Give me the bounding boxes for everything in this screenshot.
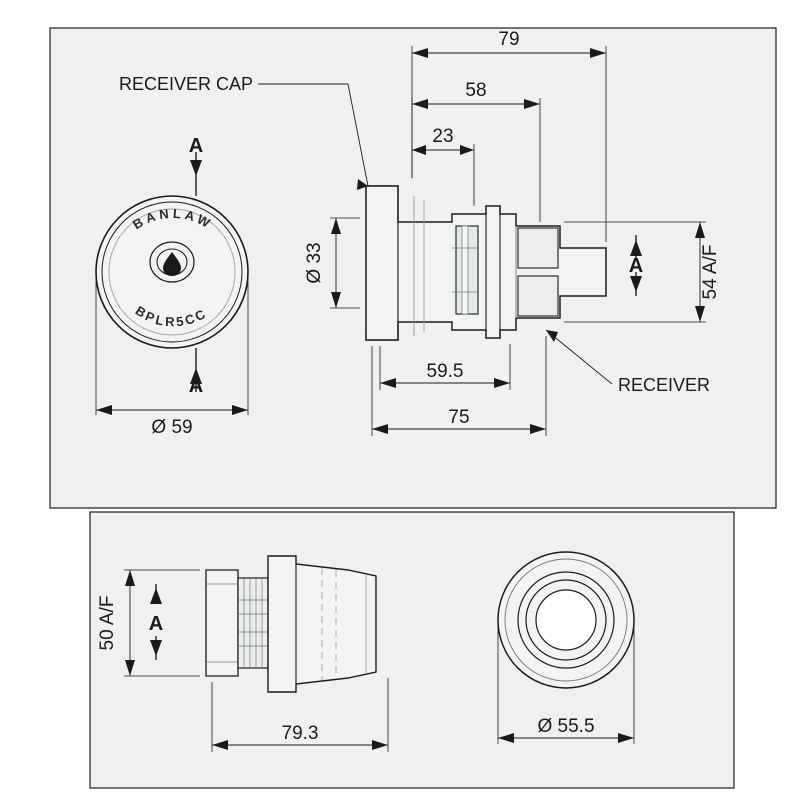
side-collar bbox=[238, 578, 268, 668]
dim-555-label: Ø 55.5 bbox=[537, 716, 595, 737]
dim-595-label: 59.5 bbox=[426, 361, 464, 382]
side-hex-nut bbox=[206, 570, 238, 676]
part-number-text: BPLR5CC bbox=[132, 302, 210, 330]
section-a-top-label: A bbox=[188, 135, 204, 157]
dim-58-label: 58 bbox=[465, 80, 487, 101]
brand-text: BANLAW bbox=[130, 205, 216, 233]
dim-79-label: 79 bbox=[498, 29, 520, 50]
hex-block-upper bbox=[518, 228, 558, 268]
dim-d59-label: Ø 59 bbox=[151, 417, 193, 438]
receiver-cap-label: RECEIVER CAP bbox=[118, 74, 253, 94]
end-bore bbox=[536, 590, 596, 650]
dim-54af-label: 54 A/F bbox=[700, 244, 721, 300]
dim-75-label: 75 bbox=[448, 407, 470, 428]
dim-23-label: 23 bbox=[432, 126, 454, 147]
dim-793-label: 79.3 bbox=[281, 723, 319, 744]
dim-d33-label: Ø 33 bbox=[304, 242, 325, 284]
dim-50af-label: 50 A/F bbox=[97, 595, 118, 651]
side-body-taper bbox=[268, 556, 376, 692]
hex-block-lower bbox=[518, 276, 558, 316]
section-a-right-label: A bbox=[628, 255, 644, 277]
receiver-label: RECEIVER bbox=[618, 375, 711, 395]
bottom-panel bbox=[90, 512, 734, 788]
section-a-lower-label: A bbox=[148, 613, 164, 635]
section-a-bottom-label: A bbox=[188, 375, 204, 397]
poppet-groove bbox=[462, 226, 468, 314]
